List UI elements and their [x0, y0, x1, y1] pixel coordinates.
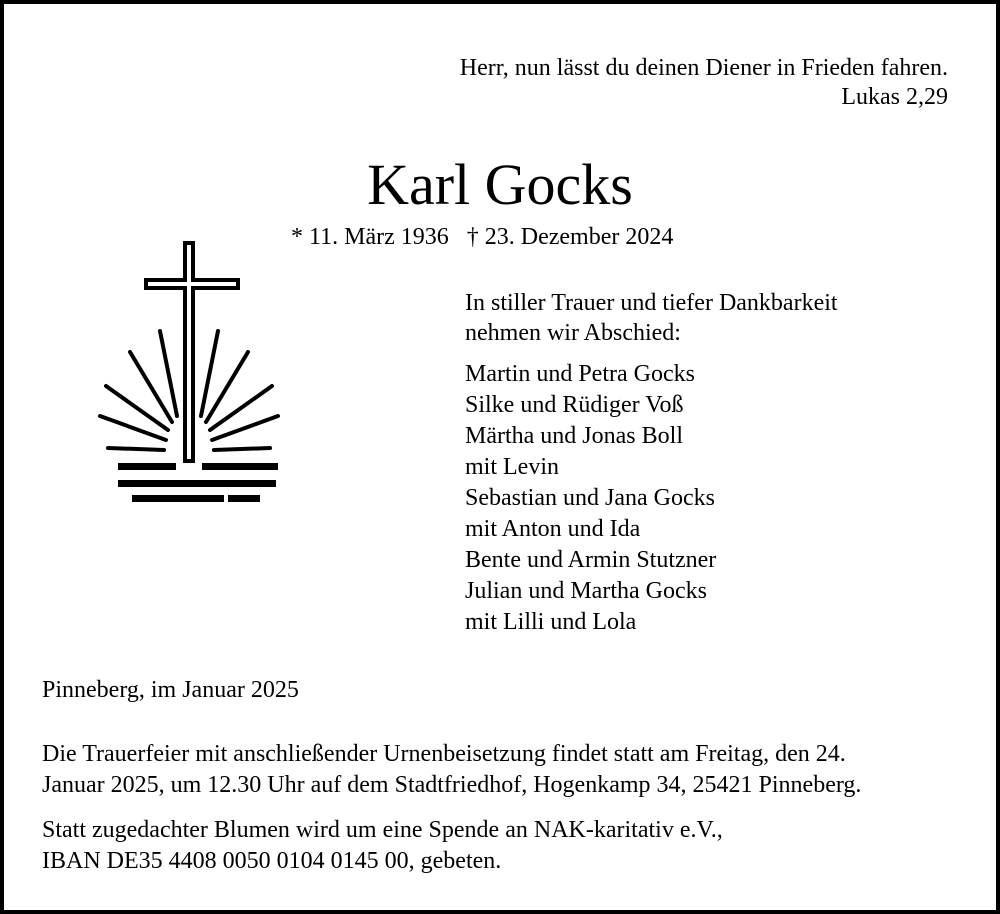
deceased-name: Karl Gocks — [367, 152, 633, 217]
funeral-line-2: Januar 2025, um 12.30 Uhr auf dem Stadtfriedhof, Hogenkamp 34, 25421 Pinneberg. — [42, 772, 862, 798]
list-item: mit Lilli und Lola — [465, 609, 637, 635]
list-item: Märtha und Jonas Boll — [465, 423, 683, 449]
list-item: Silke und Rüdiger Voß — [465, 392, 684, 418]
cross-rising-sun-emblem-icon — [94, 236, 294, 506]
family-list — [465, 359, 716, 638]
donation-line-2: IBAN DE35 4408 0050 0104 0145 00, gebeten. — [42, 848, 502, 874]
verse-reference: Lukas 2,29 — [841, 84, 948, 110]
donation-line-1: Statt zugedachter Blumen wird um eine Spende an NAK-karitativ e.V., — [42, 817, 723, 843]
list-item: mit Anton und Ida — [465, 516, 641, 542]
death-date: † 23. Dezember 2024 — [466, 224, 674, 250]
mourning-intro — [465, 288, 838, 348]
bible-verse — [248, 54, 948, 112]
funeral-info — [42, 739, 972, 801]
intro-line-2: nehmen wir Abschied: — [465, 320, 681, 346]
intro-line-1: In stiller Trauer und tiefer Dankbarkeit — [465, 290, 838, 316]
place-and-date: Pinneberg, im Januar 2025 — [42, 677, 299, 703]
list-item: Sebastian und Jana Gocks — [465, 485, 715, 511]
verse-text: Herr, nun lässt du deinen Diener in Frieden fahren. — [459, 55, 948, 81]
life-dates — [291, 222, 673, 252]
list-item: Bente und Armin Stutzner — [465, 547, 717, 573]
donation-info — [42, 815, 972, 877]
list-item: mit Levin — [465, 454, 559, 480]
birth-date: * 11. März 1936 — [291, 224, 449, 250]
funeral-line-1: Die Trauerfeier mit anschließender Urnenbeisetzung findet statt am Freitag, den 24. — [42, 741, 846, 767]
list-item: Martin und Petra Gocks — [465, 361, 695, 387]
list-item: Julian und Martha Gocks — [465, 578, 707, 604]
